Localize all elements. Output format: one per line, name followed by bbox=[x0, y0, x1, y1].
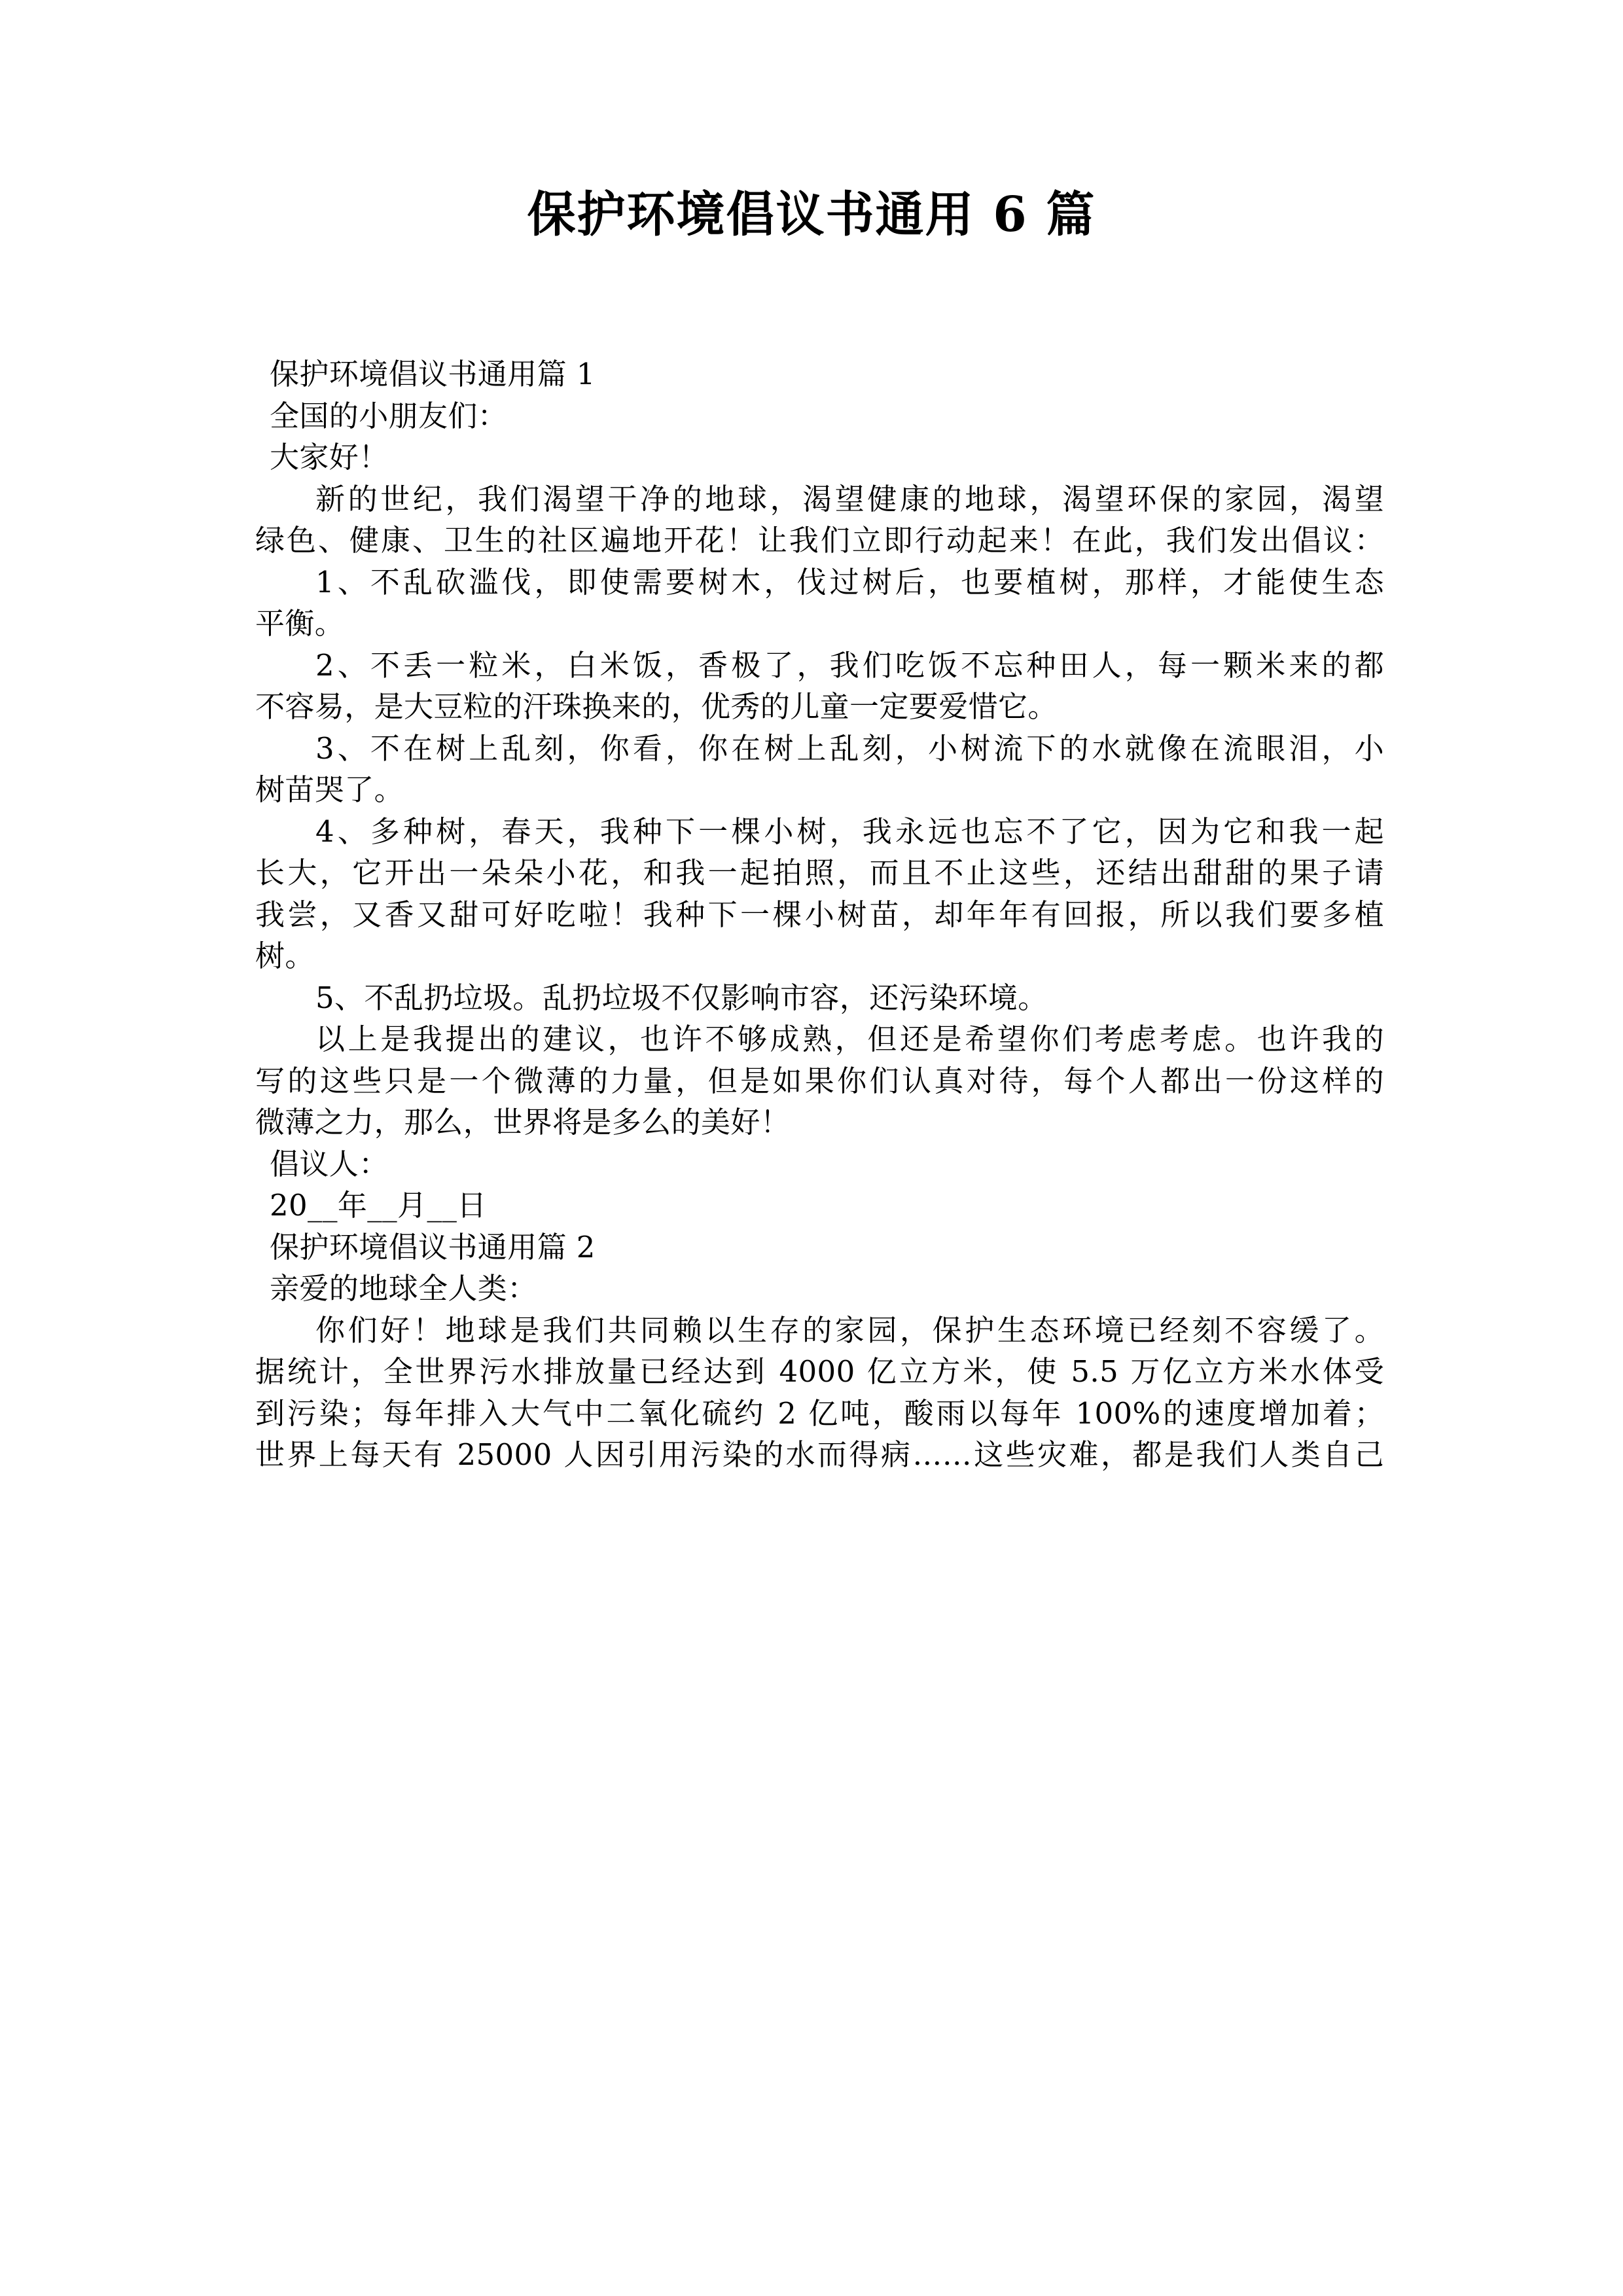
body-line: 到污染；每年排入大气中二氧化硫约 2 亿吨，酸雨以每年 100%的速度增加着； bbox=[255, 1395, 1384, 1431]
list-item-line: 5、不乱扔垃圾。乱扔垃圾不仅影响市容，还污染环境。 bbox=[315, 980, 1048, 1015]
body-line: 世界上每天有 25000 人因引用污染的水而得病……这些灾难，都是我们人类自己 bbox=[255, 1437, 1384, 1472]
list-item-line: 1、不乱砍滥伐，即使需要树木，伐过树后，也要植树，那样，才能使生态 bbox=[315, 564, 1384, 600]
page-title: 保护环境倡议书通用 6 篇 bbox=[527, 187, 1096, 243]
greeting-1: 大家好！ bbox=[270, 440, 389, 475]
document-body bbox=[255, 353, 1384, 1476]
list-item-line: 长大，它开出一朵朵小花，和我一起拍照，而且不止这些，还结出甜甜的果子请 bbox=[255, 855, 1384, 890]
section-heading-2: 保护环境倡议书通用篇 2 bbox=[270, 1229, 596, 1265]
list-item-line: 2、不丢一粒米，白米饭，香极了，我们吃饭不忘种田人，每一颗米来的都 bbox=[315, 647, 1384, 683]
intro-line: 新的世纪，我们渴望干净的地球，渴望健康的地球，渴望环保的家园，渴望 bbox=[315, 481, 1384, 516]
list-item-line: 树苗哭了。 bbox=[255, 772, 404, 807]
salutation-1: 全国的小朋友们： bbox=[270, 398, 508, 433]
closing-line: 以上是我提出的建议，也许不够成熟，但还是希望你们考虑考虑。也许我的 bbox=[315, 1022, 1384, 1056]
signature-line: 倡议人： bbox=[270, 1146, 389, 1181]
intro-line: 绿色、健康、卫生的社区遍地开花！让我们立即行动起来！在此，我们发出倡议： bbox=[255, 523, 1384, 558]
list-item-line: 平衡。 bbox=[255, 606, 345, 641]
list-item-line: 3、不在树上乱刻，你看，你在树上乱刻，小树流下的水就像在流眼泪，小 bbox=[315, 730, 1384, 766]
list-item-line: 4、多种树，春天，我种下一棵小树，我永远也忘不了它，因为它和我一起 bbox=[315, 814, 1384, 849]
list-item-line: 不容易，是大豆粒的汗珠换来的，优秀的儿童一定要爱惜它。 bbox=[255, 689, 1058, 724]
date-line: 20__年__月__日 bbox=[270, 1188, 487, 1223]
salutation-2: 亲爱的地球全人类： bbox=[270, 1271, 537, 1306]
list-item-line: 我尝，又香又甜可好吃啦！我种下一棵小树苗，却年年有回报，所以我们要多植 bbox=[255, 897, 1384, 932]
closing-line: 写的这些只是一个微薄的力量，但是如果你们认真对待，每个人都出一份这样的 bbox=[255, 1063, 1384, 1098]
closing-line: 微薄之力，那么，世界将是多么的美好！ bbox=[255, 1105, 791, 1139]
section-heading-1: 保护环境倡议书通用篇 1 bbox=[270, 357, 596, 391]
list-item-line: 树。 bbox=[255, 939, 315, 973]
body-line: 你们好！地球是我们共同赖以生存的家园，保护生态环境已经刻不容缓了。 bbox=[315, 1312, 1384, 1348]
body-line: 据统计，全世界污水排放量已经达到 4000 亿立方米，使 5.5 万亿立方米水体受 bbox=[255, 1354, 1384, 1389]
